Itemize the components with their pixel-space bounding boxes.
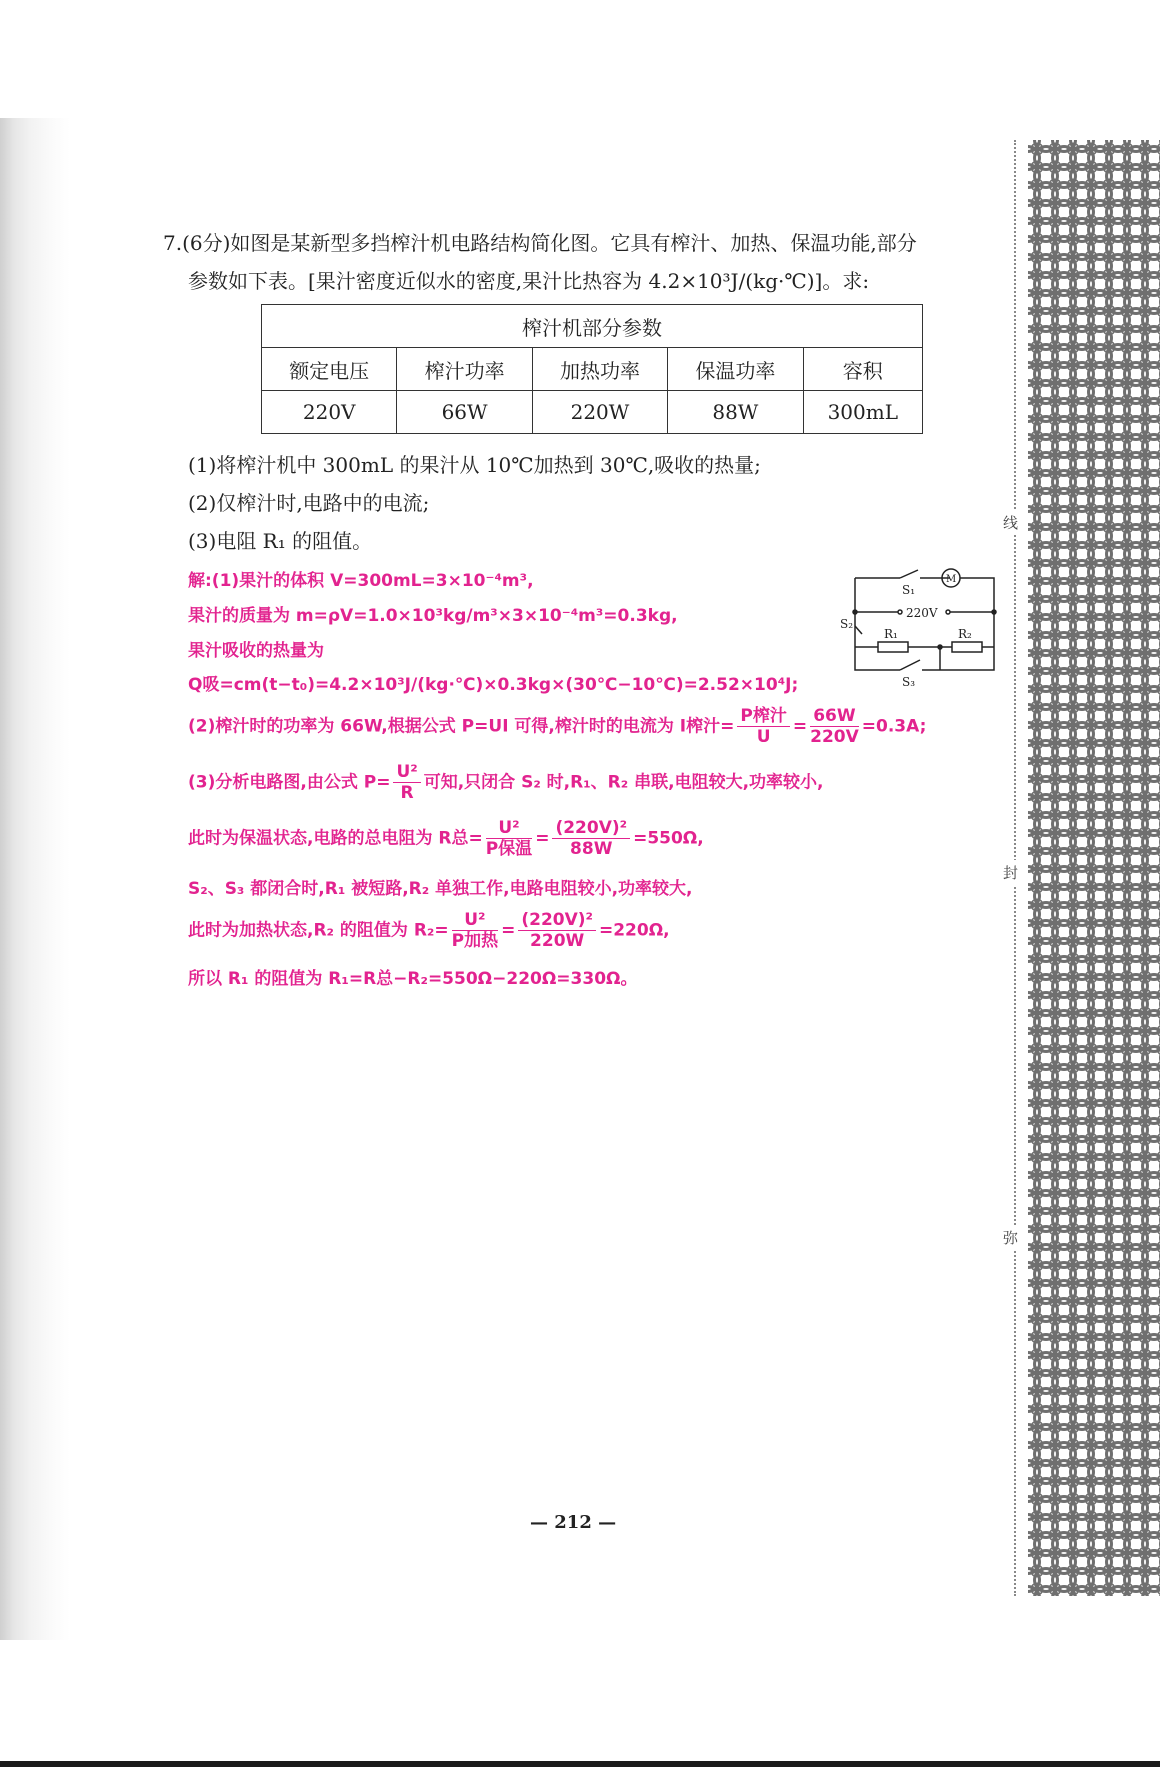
label-voltage: 220V [906, 606, 938, 620]
fraction [737, 706, 789, 747]
circuit-diagram [840, 560, 1000, 690]
fraction-numerator: (220V)² [518, 910, 596, 931]
fraction-numerator: U² [393, 762, 420, 783]
junction-dot-icon [853, 610, 857, 614]
solution-line-8: S₂、S₃ 都闭合时,R₁ 被短路,R₂ 单独工作,电路电阻较小,功率较大, [188, 879, 693, 899]
fraction-denominator: 220W [530, 931, 585, 951]
solution-line-10: 所以 R₁ 的阻值为 R₁=R总−R₂=550Ω−220Ω=330Ω。 [188, 969, 638, 989]
fraction [452, 910, 498, 951]
fraction-numerator: U² [486, 818, 532, 839]
solution-line-5: (2)榨汁时的功率为 66W,根据公式 P=UI 可得,榨汁时的电流为 I榨汁= $\frac{\text{P榨汁}}{U}$ = $\frac{66W}{220V}$ =0.3A; [188, 706, 927, 747]
question-line-2: 参数如下表。[果汁密度近似水的密度,果汁比热容为 4.2×10³J/(kg·℃)]。求: [188, 269, 870, 293]
question-line-1: 7.(6分)如图是某新型多挡榨汁机电路结构简化图。它具有榨汁、加热、保温功能,部分 [163, 231, 917, 255]
table-cell: 88W [668, 391, 803, 434]
resistor-r2-icon [952, 642, 982, 652]
table-cell: 220V [262, 391, 397, 434]
table-cell: 220W [532, 391, 667, 434]
circuit-wire [940, 578, 994, 670]
fraction-denominator: U [756, 727, 771, 747]
bottom-bar [0, 1761, 1160, 1767]
switch-s3-icon [900, 660, 920, 670]
table-header: 保温功率 [668, 348, 803, 391]
table-caption: 榨汁机部分参数 [262, 305, 923, 348]
fraction-numerator: P榨汁 [737, 706, 789, 727]
fraction-numerator: 66W [810, 706, 859, 727]
switch-s1-icon [900, 570, 918, 578]
solution-line-9: 此时为加热状态,R₂ 的阻值为 R₂= $\frac{\text{U²}}{\text{P加热}}$ = $\frac{\text{(220V)²}}{220W}$ =220Ω, [188, 910, 670, 951]
solution-line-4: Q吸=cm(t−t₀)=4.2×10³J/(kg·℃)×0.3kg×(30℃−10℃)=2.52×10⁴J; [188, 675, 799, 695]
solution-text: (3)分析电路图,由公式 P= [188, 772, 391, 793]
fraction-denominator: R [400, 783, 414, 803]
solution-text: 此时为保温状态,电路的总电阻为 R总= [188, 828, 483, 849]
table-cell: 66W [397, 391, 532, 434]
label-s3: S₃ [902, 675, 916, 689]
fraction-denominator: P保温 [485, 839, 533, 859]
fraction-denominator: P加热 [451, 931, 499, 951]
solution-line-6 [188, 762, 824, 803]
terminal-icon [898, 610, 902, 614]
solution-text: 此时为加热状态,R₂ 的阻值为 R₂= [188, 920, 449, 941]
fraction [393, 762, 420, 803]
parameter-table [261, 304, 923, 434]
table-caption-row [262, 305, 923, 348]
solution-line-3: 果汁吸收的热量为 [188, 641, 324, 661]
solution-text: 可知,只闭合 S₂ 时,R₁、R₂ 串联,电阻较大,功率较小, [423, 772, 824, 793]
solution-text: =220Ω, [598, 920, 670, 941]
solution-line-1: 解:(1)果汁的体积 V=300mL=3×10⁻⁴m³, [188, 571, 534, 591]
circuit-wire [855, 578, 900, 670]
binding-pattern [1028, 140, 1160, 1596]
table-header: 额定电压 [262, 348, 397, 391]
sub-question-3: (3)电阻 R₁ 的阻值。 [188, 529, 373, 553]
label-motor: M [946, 574, 957, 585]
solution-line-2: 果汁的质量为 m=ρV=1.0×10³kg/m³×3×10⁻⁴m³=0.3kg, [188, 606, 678, 626]
label-r2: R₂ [958, 627, 972, 641]
junction-dot-icon [938, 645, 942, 649]
fraction [810, 706, 859, 747]
fraction-denominator: 88W [570, 839, 613, 859]
margin-char-xian: 线 [1003, 510, 1018, 535]
fraction [486, 818, 532, 859]
solution-text: =550Ω, [633, 828, 704, 849]
sub-question-2: (2)仅榨汁时,电路中的电流; [188, 491, 430, 515]
table-cell: 300mL [803, 391, 922, 434]
junction-dot-icon [992, 610, 996, 614]
terminal-icon [946, 610, 950, 614]
label-s1: S₁ [902, 583, 916, 597]
label-r1: R₁ [884, 627, 898, 641]
switch-s2-icon [855, 626, 862, 634]
fraction-numerator: (220V)² [552, 818, 630, 839]
resistor-r1-icon [878, 642, 908, 652]
page-number: — 212 — [530, 1512, 617, 1533]
label-s2: S₂ [840, 617, 854, 631]
table-value-row [262, 391, 923, 434]
fraction [552, 818, 630, 859]
margin-char-mi: 弥 [1003, 1225, 1018, 1250]
fraction [518, 910, 596, 951]
solution-line-7: 此时为保温状态,电路的总电阻为 R总= $\frac{\text{U²}}{\text{P保温}}$ = $\frac{\text{(220V)²}}{88W}$ =550Ω, [188, 818, 704, 859]
sub-question-1: (1)将榨汁机中 300mL 的果汁从 10℃加热到 30℃,吸收的热量; [188, 453, 761, 477]
solution-text: (2)榨汁时的功率为 66W,根据公式 P=UI 可得,榨汁时的电流为 I榨汁= [188, 716, 735, 737]
solution-text: =0.3A; [861, 716, 927, 737]
table-header-row [262, 348, 923, 391]
margin-char-feng: 封 [1003, 860, 1018, 885]
fraction-denominator: 220V [810, 727, 859, 747]
fraction-numerator: U² [452, 910, 498, 931]
table-header: 榨汁功率 [397, 348, 532, 391]
table-header: 加热功率 [532, 348, 667, 391]
table-header: 容积 [803, 348, 922, 391]
